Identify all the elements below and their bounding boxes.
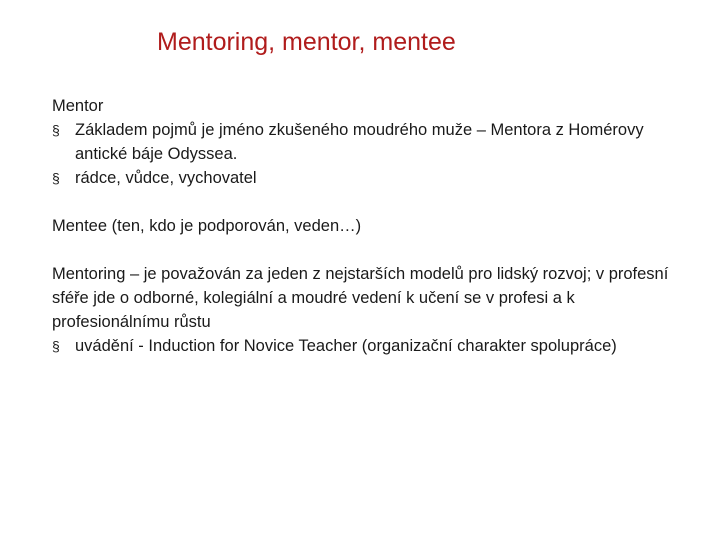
mentor-heading: Mentor <box>52 97 104 115</box>
mentor-bullet-1-text: Základem pojmů je jméno zkušeného moudrého muže – Mentora z Homérovy antické báje Odyssea. <box>75 121 644 163</box>
mentoring-bullet-1 <box>52 334 692 358</box>
mentor-bullet-1 <box>52 118 692 166</box>
slide-body <box>52 94 692 358</box>
spacer <box>52 238 692 262</box>
bullet-icon: § <box>52 338 60 354</box>
spacer <box>52 190 692 214</box>
mentee-definition: Mentee (ten, kdo je podporován, veden…) <box>52 217 362 235</box>
mentoring-definition: Mentoring – je považován za jeden z nejstarších modelů pro lidský rozvoj; v profesní sféře jde o odborné, kolegiální a moudré vedení k učení se v profesi a k profesionálnímu růstu <box>52 265 669 331</box>
slide-title: Mentoring, mentor, mentee <box>157 28 456 56</box>
bullet-icon: § <box>52 170 60 186</box>
mentoring-bullet-1-text: uvádění - Induction for Novice Teacher (organizační charakter spolupráce) <box>75 337 617 355</box>
bullet-icon: § <box>52 122 60 138</box>
mentor-bullet-2-text: rádce, vůdce, vychovatel <box>75 169 257 187</box>
mentor-bullet-2 <box>52 166 692 190</box>
